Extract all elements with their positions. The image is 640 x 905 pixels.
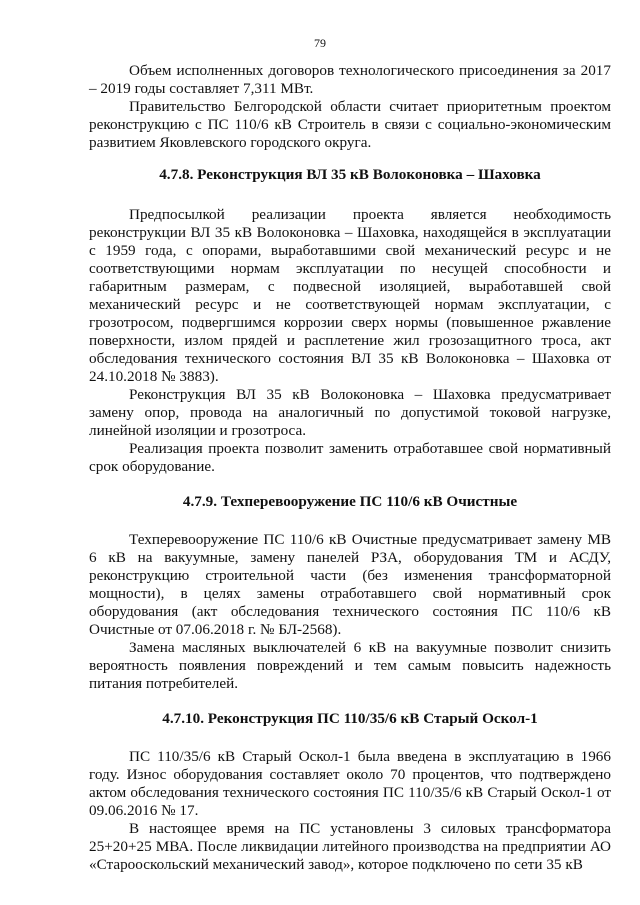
paragraph-4-7-8-2: Реконструкция ВЛ 35 кВ Волоконовка – Шаховка предусматривает замену опор, провода на аналогичный по допустимой токовой нагрузке, линейной изоляции и грозотроса. — [89, 386, 611, 439]
paragraph-4-7-8-3: Реализация проекта позволит заменить отработавшее свой нормативный срок оборудование. — [89, 440, 611, 475]
section-heading-4-7-10: 4.7.10. Реконструкция ПС 110/35/6 кВ Старый Оскол-1 — [162, 710, 538, 727]
paragraph-intro-1: Объем исполненных договоров технологического присоединения за 2017 – 2019 годы составляет 7,311 МВт. — [89, 62, 611, 97]
page-content — [89, 62, 611, 874]
section-heading-4-7-8: 4.7.8. Реконструкция ВЛ 35 кВ Волоконовка – Шаховка — [159, 166, 541, 183]
paragraph-4-7-10-2: В настоящее время на ПС установлены 3 силовых трансформатора 25+20+25 МВА. После ликвидации литейного производства на предприятии АО «Старооскольский механический завод», которое подключено по сети 35 кВ — [89, 820, 611, 873]
paragraph-4-7-8-1: Предпосылкой реализации проекта является необходимость реконструкции ВЛ 35 кВ Волоконовка – Шаховка, находящейся в эксплуатации с 1959 года, с опорами, выработавшими свой механический ресурс и не соответствующими нормам эксплуатации по несущей способности и габаритным размерам, с подвесной изоляцией, выработавшей свой механический ресурс и не соответствующей нормам эксплуатации, с грозотросом, подвергшимся коррозии сверх нормы (повышенное ржавление поверхности, излом прядей и расплетение жил грозозащитного троса, акт обследования технического состояния ВЛ 35 кВ Волоконовка – Шаховка от 24.10.2018 № 3883). — [89, 206, 611, 385]
paragraph-4-7-9-1: Техперевооружение ПС 110/6 кВ Очистные предусматривает замену МВ 6 кВ на вакуумные, замену панелей РЗА, оборудования ТМ и АСДУ, реконструкцию строительной части (без изменения трансформаторной мощности), в целях замены отработавшего свой нормативный срок оборудования (акт обследования технического состояния ПС 110/6 кВ Очистные от 07.06.2018 г. № БЛ-2568). — [89, 531, 611, 638]
paragraph-4-7-9-2: Замена масляных выключателей 6 кВ на вакуумные позволит снизить вероятность появления повреждений и тем самым повысить надежность питания потребителей. — [89, 639, 611, 692]
section-heading-4-7-9: 4.7.9. Техперевооружение ПС 110/6 кВ Очистные — [182, 493, 518, 510]
page-number: 79 — [314, 36, 326, 50]
paragraph-4-7-10-1: ПС 110/35/6 кВ Старый Оскол-1 была введена в эксплуатацию в 1966 году. Износ оборудования составляет около 70 процентов, что подтверждено актом обследования технического состояния ПС 110/35/6 кВ Старый Оскол-1 от 09.06.2016 № 17. — [89, 748, 611, 819]
paragraph-intro-2: Правительство Белгородской области считает приоритетным проектом реконструкцию с ПС 110/6 кВ Строитель в связи с социально-экономическим развитием Яковлевского городского округа. — [89, 98, 611, 151]
